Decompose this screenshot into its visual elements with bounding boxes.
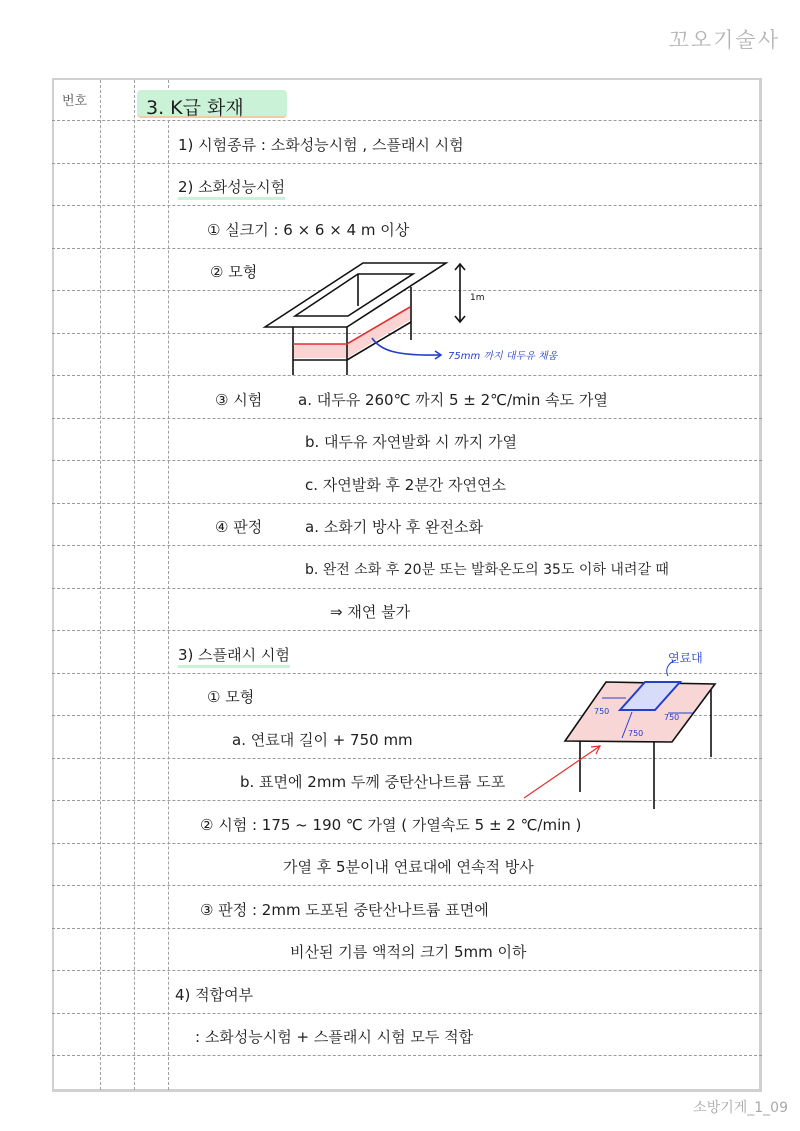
page-footer: 소방기게_1_09: [693, 1100, 788, 1116]
note-line: b. 표면에 2mm 두께 중탄산나트륨 도포: [240, 773, 506, 791]
dimension-label: 750: [594, 707, 610, 716]
note-line: b. 대두유 자연발화 시 까지 가열: [305, 433, 518, 451]
note-line: 1) 시험종류 : 소화성능시험 , 스플래시 시험: [178, 136, 464, 154]
note-line: ① 모형: [207, 688, 255, 706]
section-title: 3. K급 화재: [146, 97, 244, 119]
note-line: 4) 적합여부: [175, 986, 254, 1004]
note-line: : 소화성능시험 + 스플래시 시험 모두 적합: [195, 1028, 474, 1046]
subheading: 3) 스플래시 시험: [178, 646, 290, 668]
note-line: c. 자연발화 후 2분간 자연연소: [305, 476, 507, 494]
note-line: ⇒ 재연 불가: [330, 603, 411, 621]
subheading: 2) 소화성능시험: [178, 178, 285, 200]
note-line: ③ 판정 : 2mm 도포된 중탄산나트륨 표면에: [200, 901, 489, 919]
splash-plate-diagram: [524, 660, 715, 809]
dimension-label: 750: [664, 713, 680, 722]
height-label: 1m: [470, 293, 485, 303]
fill-level-label: 75mm 까지 대두유 채움: [448, 351, 558, 362]
dimension-label: 750: [628, 729, 644, 738]
note-label: ④ 판정: [215, 518, 263, 536]
fire-tray-diagram: [265, 263, 465, 375]
note-line: 가열 후 5분이내 연료대에 연속적 방사: [283, 858, 534, 876]
note-line: 비산된 기름 액적의 크기 5mm 이하: [290, 943, 527, 961]
note-line: a. 대두유 260℃ 까지 5 ± 2℃/min 속도 가열: [298, 391, 608, 409]
fuel-tray-label: 연료대: [668, 651, 703, 665]
note-line: ② 시험 : 175 ~ 190 ℃ 가열 ( 가열속도 5 ± 2 ℃/min ): [200, 816, 582, 834]
number-column-header: 번호: [62, 94, 88, 109]
brand-logo-text: 꼬오기술사: [668, 28, 780, 52]
note-line: b. 완전 소화 후 20분 또는 발화온도의 35도 이하 내려갈 때: [305, 562, 669, 578]
note-line: a. 소화기 방사 후 완전소화: [305, 518, 483, 536]
note-line: ① 실크기 : 6 × 6 × 4 m 이상: [207, 221, 410, 239]
note-label: ③ 시험: [215, 391, 263, 409]
note-line: ② 모형: [210, 263, 258, 281]
note-line: a. 연료대 길이 + 750 mm: [232, 731, 413, 749]
